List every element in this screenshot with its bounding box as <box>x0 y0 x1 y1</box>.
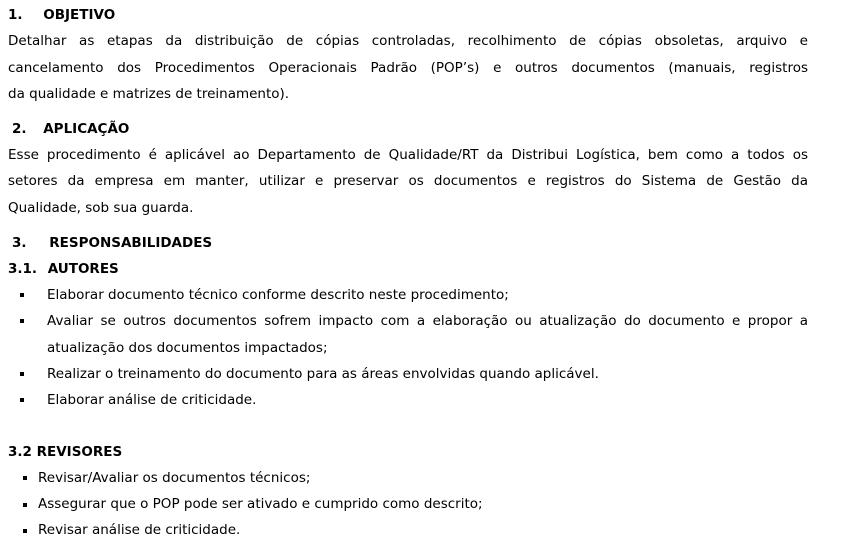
list-item: Elaborar análise de criticidade. <box>47 392 257 408</box>
paragraph-line: Qualidade, sob sua guarda. <box>8 200 194 216</box>
heading-number: 1. <box>8 7 23 23</box>
heading-aplicacao <box>12 120 129 138</box>
heading-number: 2. <box>12 121 27 137</box>
heading-title: RESPONSABILIDADES <box>49 235 213 251</box>
paragraph-line: setores da empresa em manter, utilizar e preservar os documentos e registros do Sistema de Gestão da <box>8 173 808 189</box>
heading-responsabilidades <box>12 234 212 252</box>
subheading-autores <box>8 260 119 278</box>
bullet-icon <box>20 398 24 402</box>
bullet-icon <box>23 529 27 533</box>
list-item: Revisar/Avaliar os documentos técnicos; <box>38 470 311 486</box>
list-item: Assegurar que o POP pode ser ativado e cumprido como descrito; <box>38 496 483 512</box>
subheading-revisores: 3.2 REVISORES <box>8 444 123 460</box>
bullet-icon <box>20 319 24 323</box>
list-item-continuation: atualização dos documentos impactados; <box>47 340 328 356</box>
heading-objetivo <box>8 6 115 24</box>
list-item: Realizar o treinamento do documento para as áreas envolvidas quando aplicável. <box>47 366 599 382</box>
subheading-title: AUTORES <box>47 261 119 277</box>
paragraph-line: da qualidade e matrizes de treinamento). <box>8 86 290 102</box>
list-item: Elaborar documento técnico conforme descrito neste procedimento; <box>47 287 509 303</box>
paragraph-line: Detalhar as etapas da distribuição de cópias controladas, recolhimento de cópias obsoletas, arquivo e <box>8 33 808 49</box>
heading-title: APLICAÇÃO <box>43 121 130 137</box>
paragraph-line: Esse procedimento é aplicável ao Departamento de Qualidade/RT da Distribui Logística, bem como a todos os <box>8 147 808 163</box>
bullet-icon <box>20 372 24 376</box>
heading-title: OBJETIVO <box>43 7 116 23</box>
heading-number: 3. <box>12 235 27 251</box>
bullet-icon <box>20 293 24 297</box>
paragraph-line: cancelamento dos Procedimentos Operacionais Padrão (POP’s) e outros documentos (manuais, registros <box>8 60 808 76</box>
subheading-number: 3.1. <box>8 261 38 277</box>
list-item: Revisar análise de criticidade. <box>38 522 241 538</box>
bullet-icon <box>23 503 27 507</box>
list-item: Avaliar se outros documentos sofrem impacto com a elaboração ou atualização do documento e propor a <box>47 313 808 329</box>
bullet-icon <box>23 476 27 480</box>
